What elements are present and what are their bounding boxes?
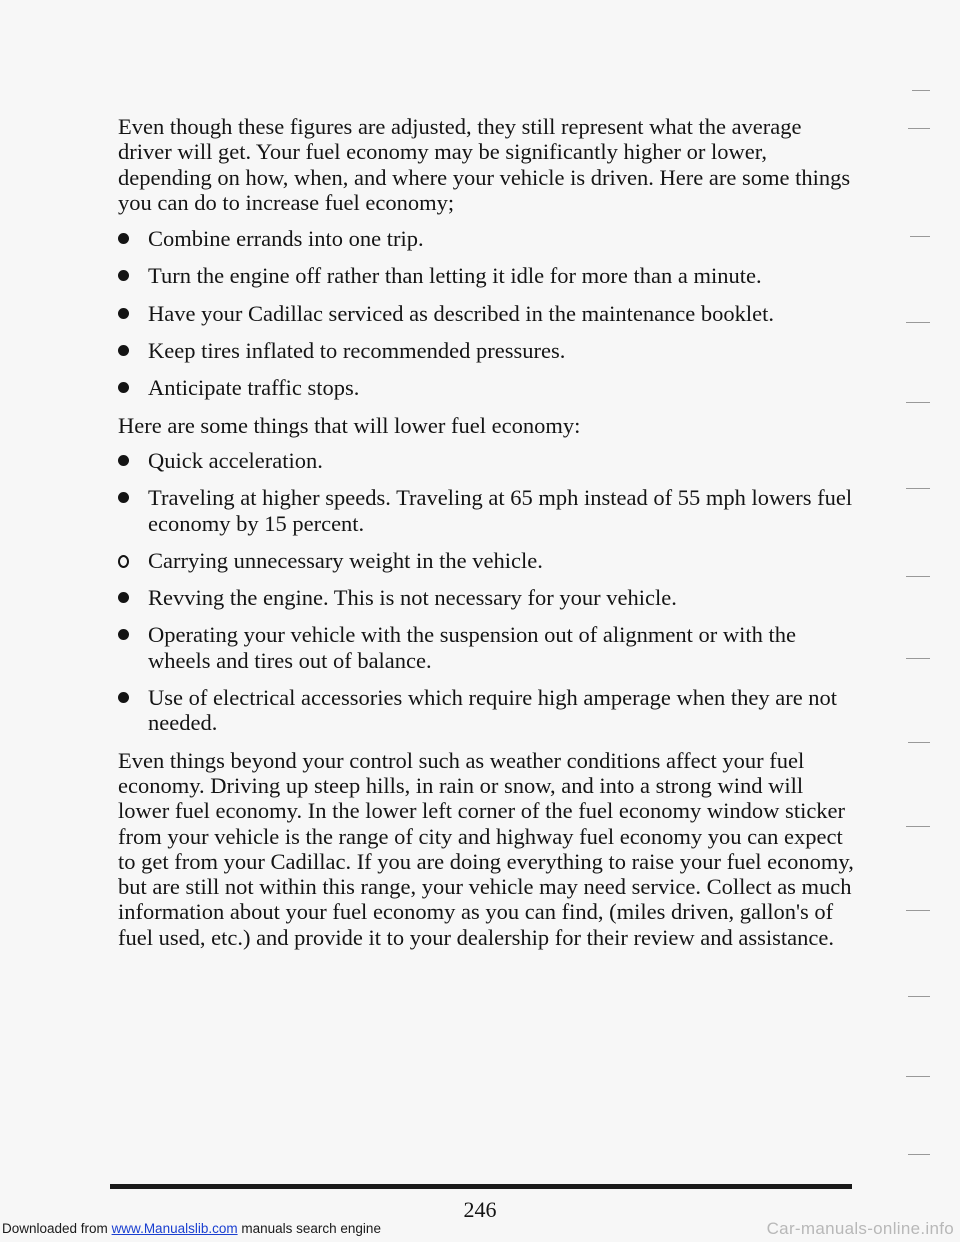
- bullet-icon: [118, 692, 129, 703]
- list-item-text: Turn the engine off rather than letting it idle for more than a minute.: [148, 263, 762, 289]
- margin-mark: [906, 322, 930, 323]
- list-item: [118, 338, 858, 363]
- list-item: [118, 263, 858, 288]
- list-item-text: Carrying unnecessary weight in the vehicle.: [148, 547, 543, 573]
- list-item: [118, 375, 858, 400]
- bullet-icon: [118, 555, 129, 568]
- list-item-text: Have your Cadillac serviced as described in the maintenance booklet.: [148, 300, 775, 326]
- download-suffix: manuals search engine: [237, 1221, 381, 1236]
- list-item: [118, 585, 858, 610]
- margin-mark: [910, 236, 930, 237]
- margin-mark: [908, 128, 930, 129]
- list-item-text: Traveling at higher speeds. Traveling at 65 mph instead of 55 mph lowers fuel economy by 15 percent.: [148, 485, 853, 536]
- list-item: [118, 485, 858, 536]
- page-content: [118, 114, 858, 950]
- margin-mark: [906, 488, 930, 489]
- list-item-text: Combine errands into one trip.: [148, 226, 424, 252]
- margin-mark: [906, 658, 930, 659]
- margin-mark: [906, 826, 930, 827]
- margin-mark: [906, 576, 930, 577]
- download-note: [2, 1218, 381, 1240]
- list-item-text: Anticipate traffic stops.: [148, 375, 360, 401]
- list-item: [118, 548, 858, 573]
- margin-mark: [906, 402, 930, 403]
- bullet-icon: [118, 382, 129, 393]
- margin-mark: [906, 910, 930, 911]
- bullet-icon: [118, 492, 129, 503]
- lower-heading: Here are some things that will lower fuel economy:: [118, 412, 581, 438]
- list-item-text: Quick acceleration.: [148, 447, 323, 473]
- closing-paragraph: Even things beyond your control such as weather conditions affect your fuel economy. Driving up steep hills, in rain or snow, and into a strong wind will lower fuel economy. In the lower left corner of the fuel economy window sticker from your vehicle is the range of city and highway fuel economy you can expect to get from your Cadillac. If you are doing everything to raise your fuel economy, but are still not within this range, your vehicle may need service. Collect as much information about your fuel economy as you can find, (miles driven, gallon's of fuel used, etc.) and provide it to your dealership for their review and assistance.: [118, 747, 854, 950]
- bullet-icon: [118, 345, 129, 356]
- list-item-text: Use of electrical accessories which require high amperage when they are not needed.: [148, 685, 838, 736]
- bullet-icon: [118, 233, 129, 244]
- intro-paragraph: Even though these figures are adjusted, they still represent what the average driver will get. Your fuel economy may be significantly higher or lower, depending on how, when, and where your vehicle is driven. Here are some things you can do to increase fuel economy;: [118, 114, 851, 215]
- list-item: [118, 448, 858, 473]
- watermark: Car-manuals-online.info: [766, 1219, 954, 1238]
- bullet-icon: [118, 270, 129, 281]
- manualslib-link[interactable]: www.Manualslib.com: [111, 1221, 238, 1236]
- list-item-text: Revving the engine. This is not necessary for your vehicle.: [148, 585, 677, 611]
- margin-mark: [912, 90, 930, 91]
- margin-mark: [906, 1076, 930, 1077]
- margin-mark: [908, 996, 930, 997]
- download-prefix: Downloaded from: [2, 1221, 112, 1236]
- list-item: [118, 685, 858, 736]
- list-item: [118, 226, 858, 251]
- lower-items-list: [118, 448, 858, 736]
- page-number: 246: [463, 1197, 497, 1222]
- bullet-icon: [118, 592, 129, 603]
- list-item-text: Operating your vehicle with the suspension out of alignment or with the wheels and tires out of balance.: [148, 622, 796, 673]
- list-item: [118, 622, 858, 673]
- bullet-icon: [118, 455, 129, 466]
- margin-mark: [908, 742, 930, 743]
- footer-rule: [110, 1184, 852, 1189]
- list-item: [118, 301, 858, 326]
- download-footer: [0, 1220, 960, 1242]
- bullet-icon: [118, 308, 129, 319]
- increase-tips-list: [118, 226, 858, 400]
- bullet-icon: [118, 629, 129, 640]
- margin-mark: [908, 1154, 930, 1155]
- list-item-text: Keep tires inflated to recommended pressures.: [148, 338, 566, 364]
